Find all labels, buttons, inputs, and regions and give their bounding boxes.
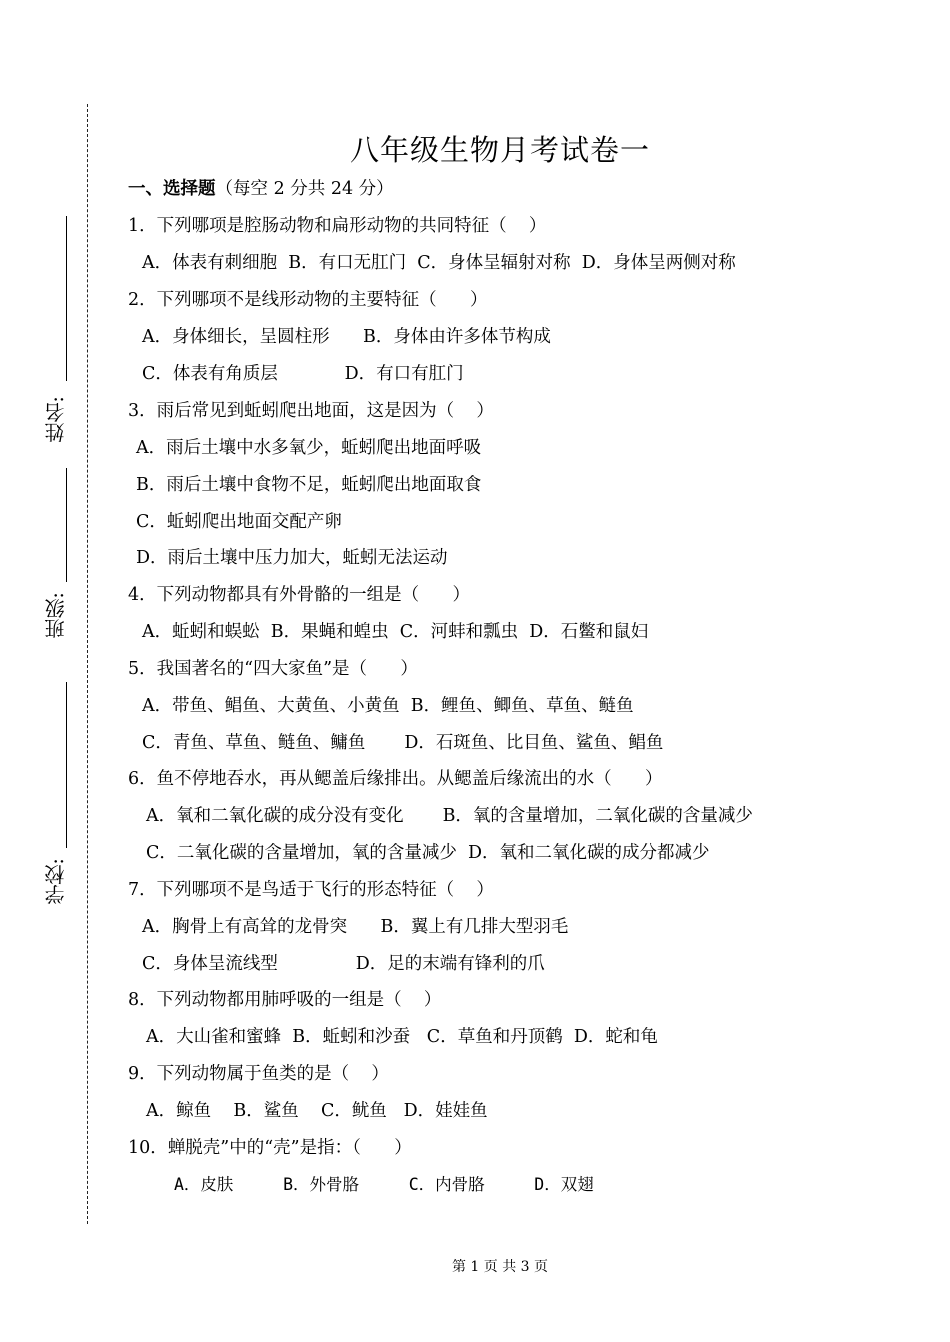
question-option: A．皮肤 B．外骨胳 C．内骨胳 D．双翅 <box>174 1175 594 1194</box>
question-option: B．雨后土壤中食物不足，蚯蚓爬出地面取食 <box>136 475 482 495</box>
question-stem: 9．下列动物属于鱼类的是（ ） <box>128 1064 389 1084</box>
question-option: A．胸骨上有高耸的龙骨突 B．翼上有几排大型羽毛 <box>142 917 569 937</box>
question-stem: 7．下列哪项不是鸟适于飞行的形态特征（ ） <box>128 880 494 900</box>
school-label: 学校: <box>44 858 68 905</box>
question-option: A．雨后土壤中水多氧少，蚯蚓爬出地面呼吸 <box>136 438 482 458</box>
question-stem: 2．下列哪项不是线形动物的主要特征（ ） <box>128 290 488 310</box>
class-label: 班级: <box>44 592 68 639</box>
section-heading-text: 一、选择题 <box>128 179 216 199</box>
page-footer: 第 1 页 共 3 页 <box>451 1259 549 1275</box>
binding-line <box>87 104 88 1224</box>
section-heading <box>128 177 394 201</box>
question-option: A．蚯蚓和蜈蚣 B．果蝇和蝗虫 C．河蚌和瓢虫 D．石鳖和鼠妇 <box>142 622 649 642</box>
question-stem: 8．下列动物都用肺呼吸的一组是（ ） <box>128 990 442 1010</box>
section-note: （每空 2 分共 24 分） <box>215 179 394 199</box>
question-option: C．二氧化碳的含量增加，氧的含量减少 D．氧和二氧化碳的成分都减少 <box>146 843 710 863</box>
question-option: C．蚯蚓爬出地面交配产卵 <box>136 512 342 532</box>
question-option: A．身体细长，呈圆柱形 B．身体由许多体节构成 <box>142 327 551 347</box>
name-label: 姓名: <box>44 396 68 443</box>
name-underline <box>66 216 67 381</box>
question-stem: 5．我国著名的“四大家鱼”是（ ） <box>128 659 418 679</box>
question-option: A．鲸鱼 B．鲨鱼 C．鱿鱼 D．娃娃鱼 <box>146 1101 488 1121</box>
question-option: C．体表有角质层 D．有口有肛门 <box>142 364 464 384</box>
question-option: A．带鱼、鲳鱼、大黄鱼、小黄鱼 B．鲤鱼、鲫鱼、草鱼、鲢鱼 <box>142 696 634 716</box>
question-stem: 4．下列动物都具有外骨骼的一组是（ ） <box>128 585 471 605</box>
question-stem: 1．下列哪项是腔肠动物和扁形动物的共同特征（ ） <box>128 216 547 236</box>
question-option: A．氧和二氧化碳的成分没有变化 B．氧的含量增加，二氧化碳的含量减少 <box>146 806 753 826</box>
question-stem: 3．雨后常见到蚯蚓爬出地面，这是因为（ ） <box>128 401 494 421</box>
question-stem: 10．蝉脱壳”中的“壳”是指：（ ） <box>128 1138 412 1158</box>
question-option: A．体表有刺细胞 B．有口无肛门 C．身体呈辐射对称 D．身体呈两侧对称 <box>142 253 736 273</box>
question-option: A．大山雀和蜜蜂 B．蚯蚓和沙蚕 C．草鱼和丹顶鹤 D．蛇和龟 <box>146 1027 658 1047</box>
page-title: 八年级生物月考试卷一 <box>349 133 650 167</box>
class-underline <box>66 468 67 582</box>
question-option: C．身体呈流线型 D．足的末端有锋利的爪 <box>142 954 545 974</box>
question-stem: 6．鱼不停地吞水，再从鳃盖后缘排出。从鳃盖后缘流出的水（ ） <box>128 769 663 789</box>
question-option: C．青鱼、草鱼、鲢鱼、鳙鱼 D．石斑鱼、比目鱼、鲨鱼、鲳鱼 <box>142 733 664 753</box>
school-underline <box>66 682 67 848</box>
question-option: D．雨后土壤中压力加大，蚯蚓无法运动 <box>136 548 448 568</box>
